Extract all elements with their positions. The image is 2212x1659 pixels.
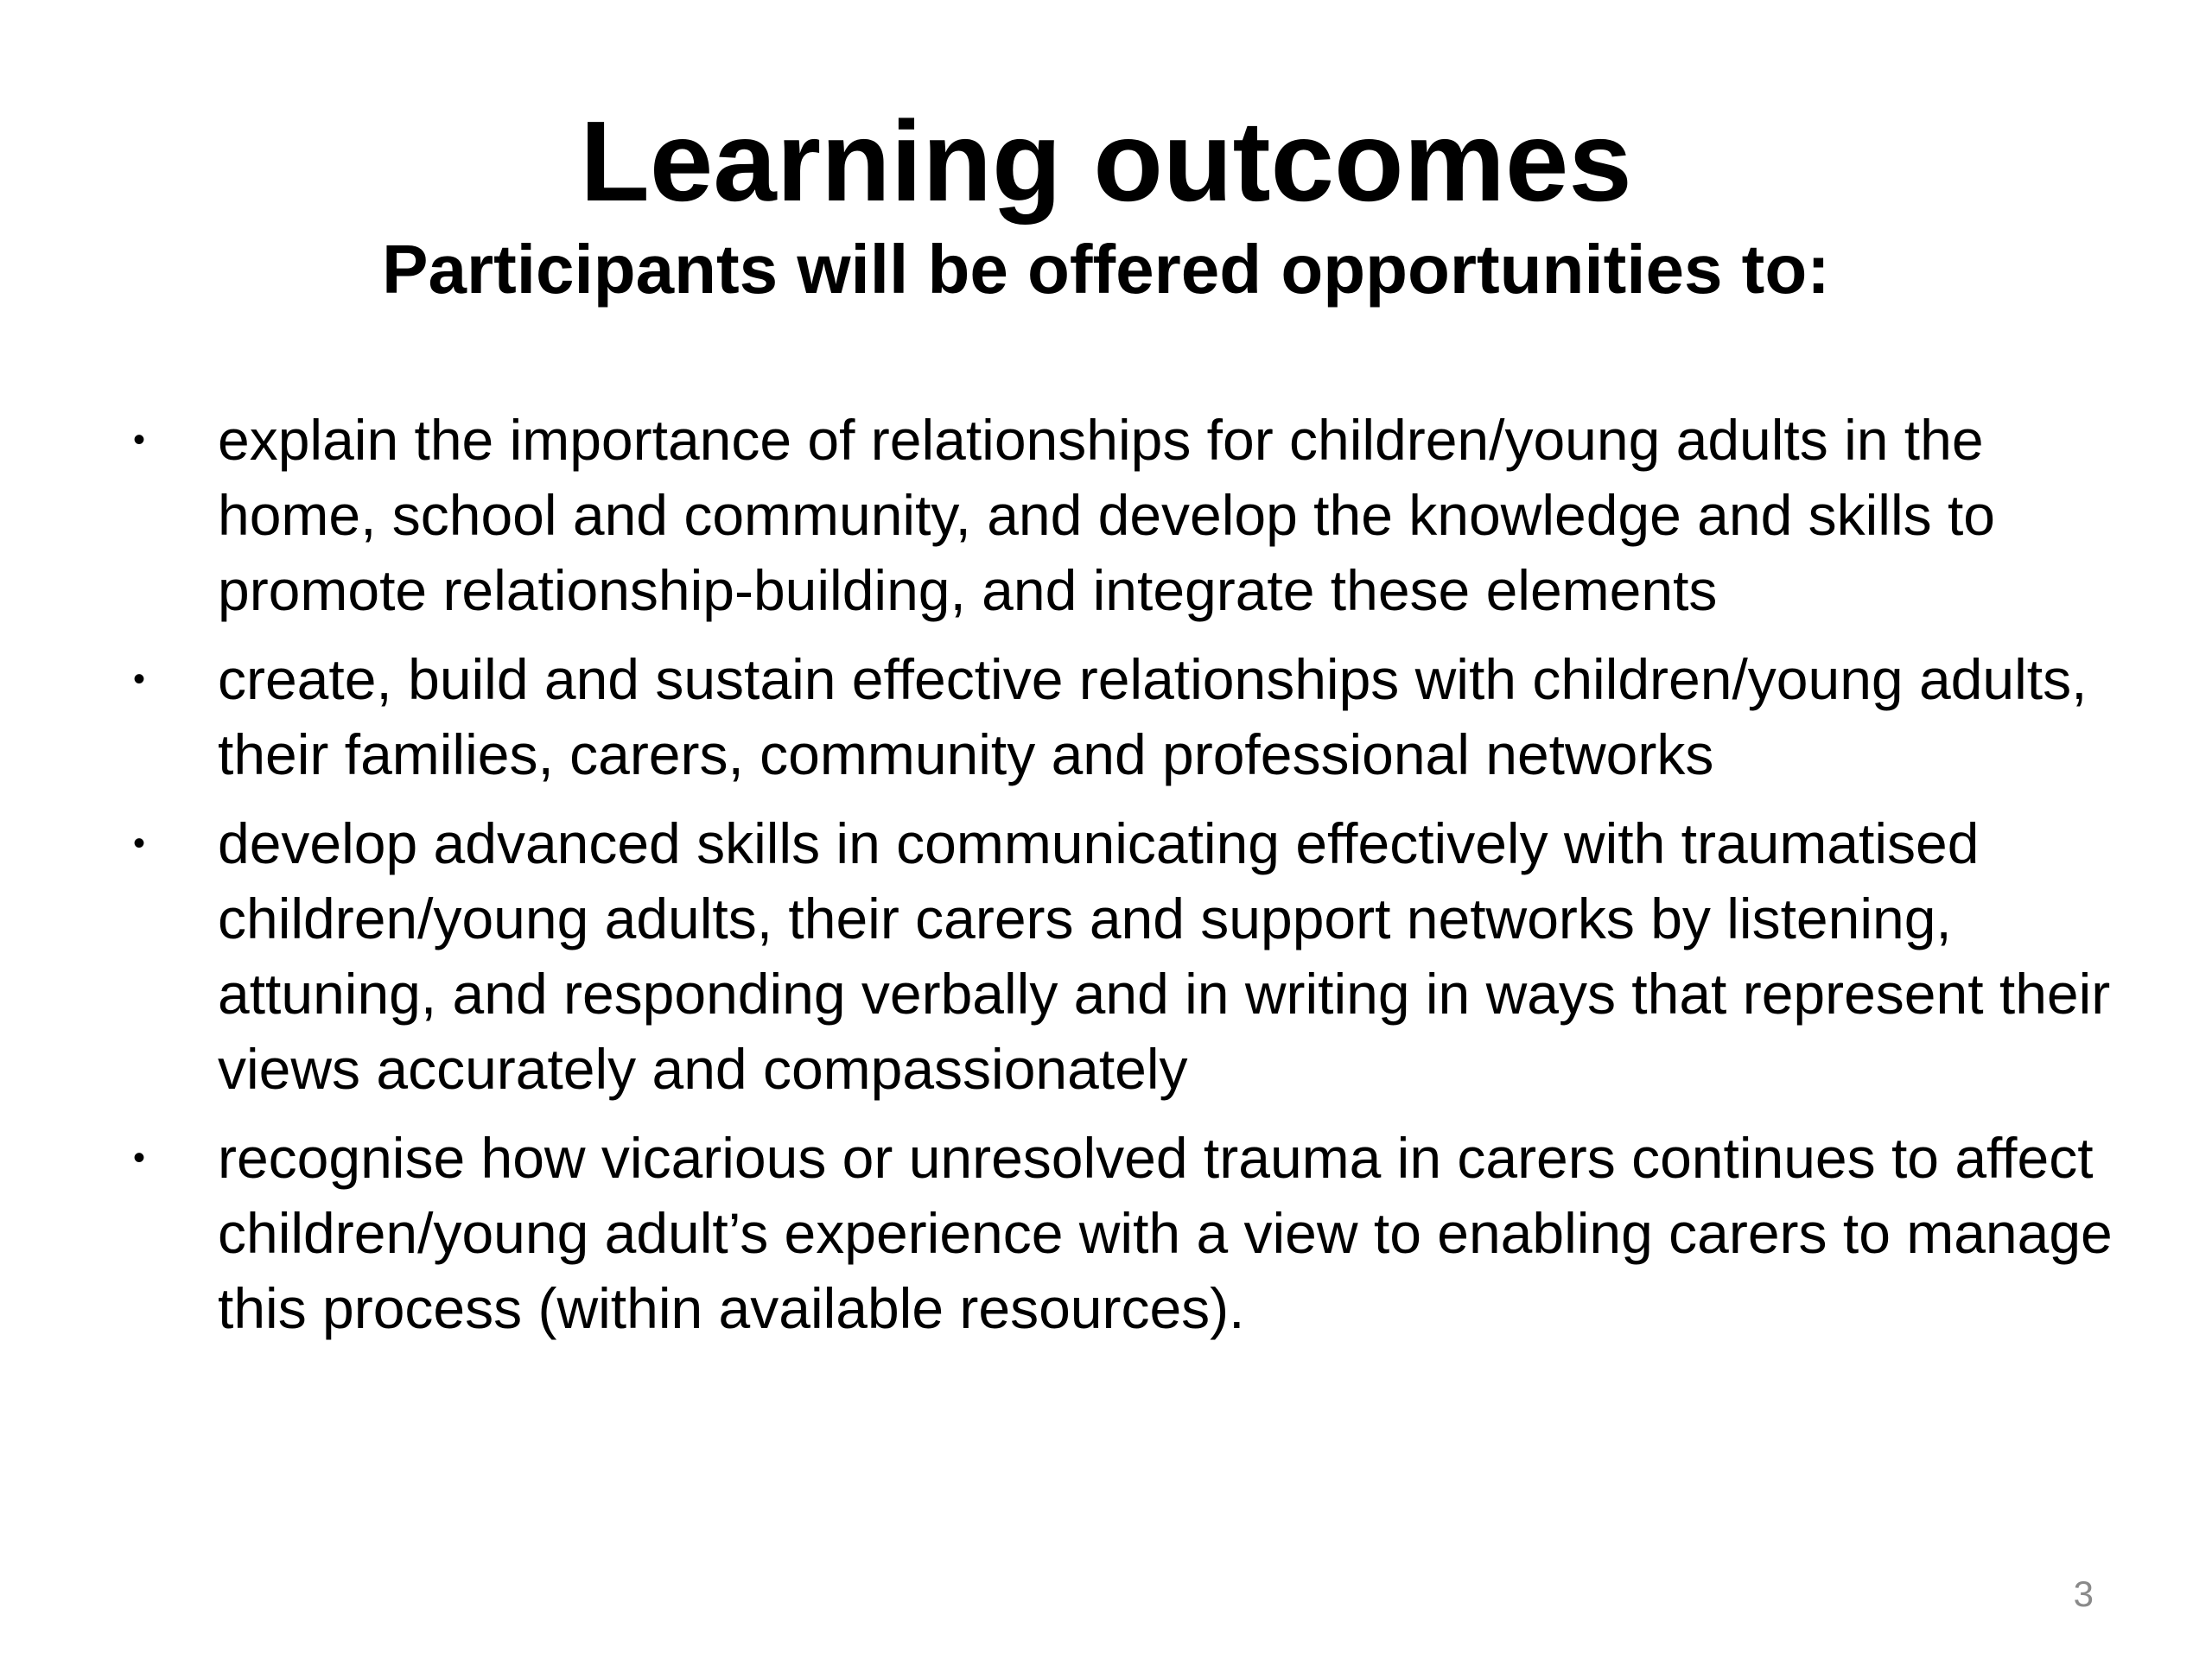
list-item — [121, 642, 2134, 792]
bullet-text: develop advanced skills in communicating effectively with traumatised children/young adults, their carers and support networks by listening, attuning, and responding verbally and in writing in ways that represent their views accurately and compassionately — [218, 811, 2111, 1101]
list-item — [121, 806, 2134, 1107]
bullet-text: explain the importance of relationships for children/young adults in the home, school and community, and develop the knowledge and skills to promote relationship-building, and integrate these elements — [218, 408, 1995, 622]
bullet-list — [121, 403, 2134, 1360]
bullet-icon: • — [133, 660, 146, 698]
list-item — [121, 1121, 2134, 1346]
bullet-icon: • — [133, 421, 146, 459]
slide-title: Learning outcomes — [580, 98, 1632, 225]
bullet-icon: • — [133, 824, 146, 862]
bullet-text: create, build and sustain effective relationships with children/young adults, their families, carers, community and professional networks — [218, 647, 2088, 786]
slide-subtitle: Participants will be offered opportunities to: — [382, 231, 1830, 308]
page-number: 3 — [2073, 1573, 2094, 1614]
bullet-text: recognise how vicarious or unresolved trauma in carers continues to affect children/young adult’s experience with a view to enabling carers to manage this process (within available resources). — [218, 1126, 2113, 1340]
list-item — [121, 403, 2134, 628]
bullet-icon: • — [133, 1139, 146, 1177]
